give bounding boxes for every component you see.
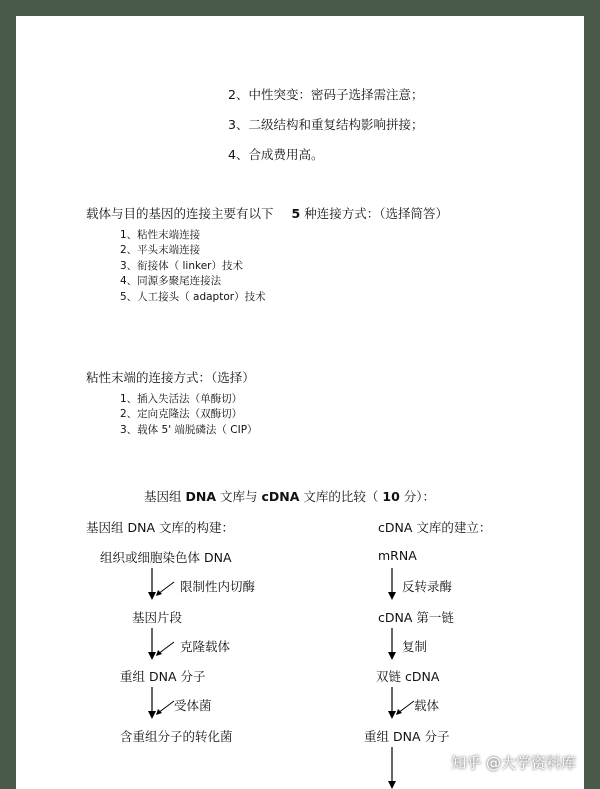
left-flow-step2: 基因片段 [132,610,183,625]
comparison-title-e: 文库的比较（ [303,489,379,504]
section1-item: 5、人工接头（ adaptor）技术 [120,291,266,303]
section2-item: 1、插入失活法（单酶切） [120,393,243,405]
top-item-3: 3、二级结构和重复结构影响拼接； [228,117,424,132]
right-flow-heading: cDNA 文库的建立： [378,520,492,535]
comparison-title-f: 10 [382,489,400,504]
section1-title-part1: 载体与目的基因的连接主要有以下 [86,206,274,221]
right-arrow-2 [384,628,404,662]
left-flow-arrow3-label: 受体菌 [174,698,212,713]
watermark: 知乎 @大学资料库 [451,754,576,772]
right-flow-arrow3-label: 载体 [414,698,440,713]
left-flow-arrow1-label: 限制性内切酶 [180,579,256,594]
section2-item: 3、载体 5' 端脱磷法（ CIP） [120,424,258,436]
comparison-title [144,487,435,505]
comparison-title-c: 文库与 [220,489,258,504]
right-flow-step4: 重组 DNA 分子 [364,729,450,744]
right-arrow-1 [384,568,404,602]
left-flow-step3: 重组 DNA 分子 [120,669,206,684]
left-flow-heading: 基因组 DNA 文库的构建： [86,520,234,535]
section1-title-count: 5 [291,206,301,221]
right-flow-step3: 双链 cDNA [376,669,440,684]
right-flow-step1: mRNA [378,548,417,563]
comparison-title-d: cDNA [261,489,300,504]
comparison-title-g: 分）： [403,489,436,504]
section2-item: 2、定向克隆法（双酶切） [120,408,243,420]
comparison-title-b: DNA [185,489,217,504]
comparison-title-a: 基因组 [144,489,182,504]
section2-title: 粘性末端的连接方式：（选择） [86,370,255,385]
section1-item: 3、衔接体（ linker）技术 [120,260,243,272]
right-arrow-4 [384,747,404,789]
right-flow-arrow1-label: 反转录酶 [402,579,453,594]
right-flow-step2: cDNA 第一链 [378,610,454,625]
section1-item: 4、同源多聚尾连接法 [120,275,222,287]
left-flow-arrow2-label: 克隆载体 [180,639,231,654]
section1-item: 1、粘性末端连接 [120,229,201,241]
section1-title [86,204,448,222]
left-flow-step4: 含重组分子的转化菌 [120,729,233,744]
document-page [16,16,584,789]
top-item-2: 2、中性突变：密码子选择需注意； [228,87,424,102]
section1-item: 2、平头末端连接 [120,244,201,256]
top-item-4: 4、合成费用高。 [228,147,324,162]
right-flow-arrow2-label: 复制 [402,639,428,654]
left-flow-step1: 组织或细胞染色体 DNA [100,550,232,565]
section1-title-part2: 种连接方式：（选择简答） [304,206,448,221]
